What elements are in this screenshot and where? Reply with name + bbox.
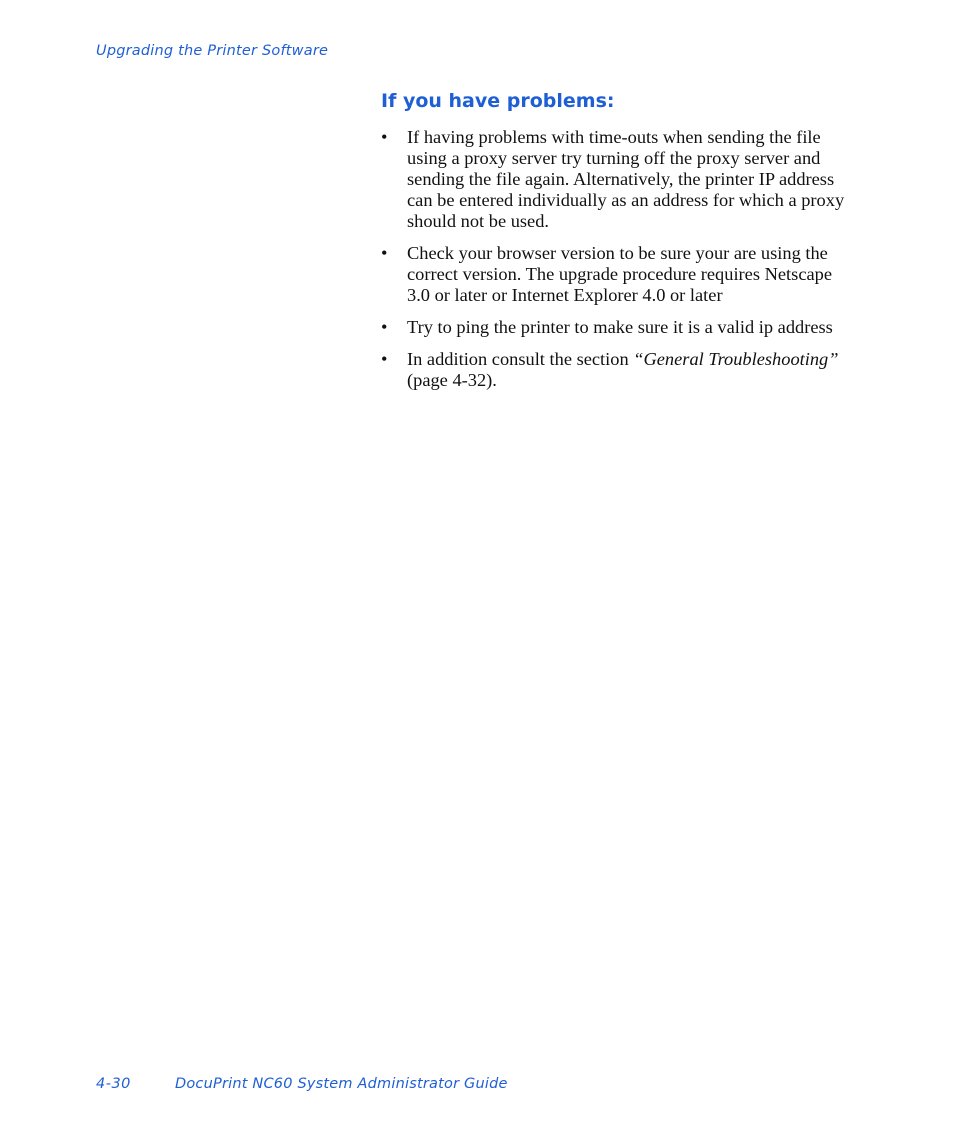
section-heading: If you have problems: — [381, 90, 615, 112]
cross-reference-link[interactable]: “General Troubleshooting” — [633, 349, 839, 369]
list-item-text: Check your browser version to be sure your are using the correct version. The upgrade procedure requires Netscape 3.0 or later or Internet Explorer 4.0 or later — [407, 243, 832, 305]
list-item-text: Try to ping the printer to make sure it is a valid ip address — [407, 317, 833, 337]
bullet-icon: • — [381, 317, 388, 337]
bullet-icon: • — [381, 243, 388, 263]
problem-tips-list — [381, 127, 851, 402]
list-item — [381, 127, 851, 232]
running-header: Upgrading the Printer Software — [96, 43, 329, 59]
footer-book-title: DocuPrint NC60 System Administrator Guide — [175, 1076, 508, 1092]
bullet-icon: • — [381, 349, 388, 369]
list-item-text-before: In addition consult the section — [407, 349, 634, 369]
list-item — [381, 243, 851, 306]
list-item-text-after: (page 4-32). — [407, 370, 497, 390]
footer-page-number: 4-30 — [96, 1076, 131, 1092]
list-item-text: If having problems with time-outs when sending the file using a proxy server try turning off the proxy server and sending the file again. Alternatively, the printer IP address can be entered individually as an address for which a proxy should not be used. — [407, 127, 845, 231]
list-item — [381, 317, 851, 338]
list-item-text — [407, 349, 851, 391]
list-item — [381, 349, 851, 391]
bullet-icon: • — [381, 127, 388, 147]
